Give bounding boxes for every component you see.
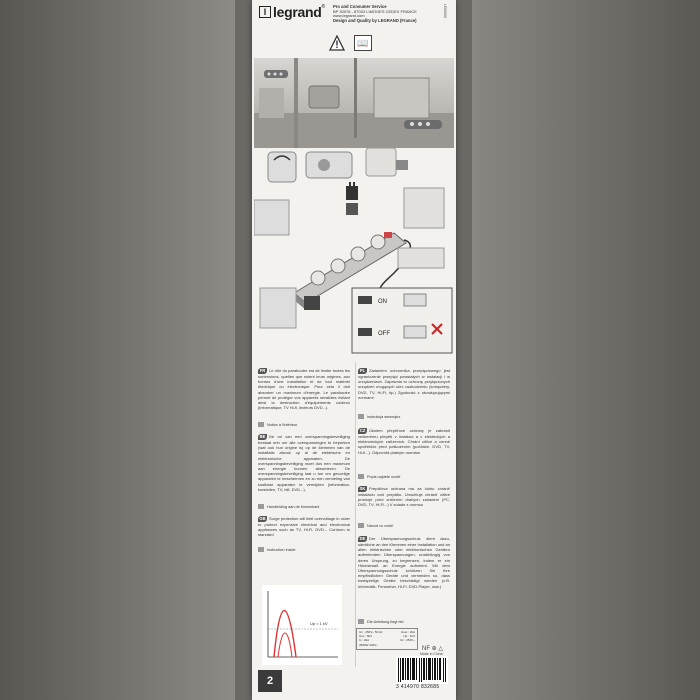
language-badge-fr: FR — [259, 368, 266, 373]
on-off-switch-icon — [346, 203, 358, 215]
text-be: De rol van een overspanningsbeveiliging bestaat erin om alle overspanningen te beperken (wat ook hun origine is) op de klemmen van de installatie alsook op al de elektrische en elektronische apparaten. De overspanningsbeveiliging moet dus een maximum aan energie kunnen absorberen. De overspanningsbeveiliging laat u toe om gevoelige apparaten te beschermen en zo een vernieling van kostbare apparaten te vermijden (informatica-toestellen, TV, hifi, DVD...). — [258, 434, 350, 492]
plug-icon — [346, 182, 358, 200]
service-website: www.legrand.com — [333, 13, 365, 18]
note-cz — [358, 474, 400, 479]
instruction-book-icon: 📖 — [354, 35, 372, 51]
spec-up: Up : 1kV — [403, 634, 415, 639]
switch-on-label: ON — [378, 299, 387, 305]
corner-outlet-illustration — [398, 188, 444, 268]
hand-illustration — [366, 148, 408, 176]
certification-marks: NF ⊕ △ — [422, 646, 443, 652]
text-pl: Zadaniem ochronnika przepięciowego jest ograniczenie przepięć powstałych w instalacji i w urządzeniach. Zapewnia to ochronę przyłączonych urządzeń mogących ulec uszkodzeniu (komputery, DVD, TV, Hi-Fi, itp.) Zgodność z obowiązującymi normami — [358, 368, 450, 400]
note-be-text: Handleiding aan de binnenkant — [267, 504, 320, 509]
note-sk-text: Návod vo vnútri — [367, 523, 394, 528]
note-cz-text: Popis najdete uvnitř — [367, 474, 401, 479]
rotate-plug-illustration — [268, 152, 352, 182]
language-badge-be: BE — [259, 434, 266, 439]
section-be — [258, 434, 350, 492]
barcode-digits: 3 414970 832685 — [396, 684, 440, 690]
note-fr-text: Notice à l'intérieur — [267, 422, 298, 427]
book-icon — [358, 414, 364, 419]
section-fr — [258, 368, 350, 410]
service-name: Pro and Consumer Service — [333, 4, 387, 9]
service-address: BP 30076 - 87002 LIMOGES CEDEX FRANCE — [333, 9, 417, 14]
design-quality-line: Design and Quality by LEGRAND (France) — [333, 18, 417, 23]
product-side-code: LE06888 — [443, 4, 447, 19]
book-icon — [258, 422, 264, 427]
note-pl-text: Instrukcja wewnątrz — [367, 414, 401, 419]
wall-mount-illustration — [254, 200, 320, 328]
note-gb-text: Instruction inside — [267, 547, 296, 552]
note-be — [258, 504, 319, 509]
spec-imax: Imax : 2kA — [400, 630, 415, 634]
graph-label: Up < 1 kV — [310, 621, 328, 626]
book-icon — [358, 523, 364, 528]
barcode — [396, 656, 448, 684]
text-gb: Surge protection will limit overvoltage in order to protect expensive electrical and electronical appliances such as TV, Hi-Fi, DVD... Conform to standard — [258, 516, 350, 538]
book-icon — [358, 619, 364, 624]
text-sk: Prepäťová ochrana má za úlohu chrániť inštaláciu voči prepätiu. Umožňuje chrániť citlivé prístroje pred zničením drahých zariadení (PC, DVD, TV, Hi-Fi...) V súlade s normou — [358, 486, 450, 508]
switch-panel-illustration — [352, 288, 452, 353]
text-de: Der Überspannungsschutz dient dazu, sämtliche an den Klemmen einer Installation und an allen elektrischen oder elektronischen Geräten auftretenden Überspannungen, unabhängig von deren Ursprung, zu begrenzen, indem er ein Höchstmaß an Energie aufnimmt. Mit dem Überspannungsschutz schützen Sie Ihre empfindlichen Geräte und vermeiden so, dass kostspielige Geräte beschädigt werden (z.B. Informatik, Fernseher, Hi-Fi, DVD-Player, usw.) — [358, 536, 450, 589]
legrand-logo-mark: l — [259, 6, 271, 18]
note-gb — [258, 547, 296, 552]
text-cz: Úkolem přepěťové ochrany je zabránit veškerému přepětí v instalaci a v elektrických a elektronických zařízeních. Chrání citlivé a cenné spotřebiče před poškozením (počítače, DVD, TV, Hi-fi...). Odpovídá platným normám — [358, 428, 450, 455]
registered-mark: ® — [321, 4, 326, 10]
brand-name: legrand — [273, 4, 322, 20]
language-badge-gb: GB — [259, 516, 266, 521]
language-badge-de: DE — [359, 536, 366, 541]
language-badge-sk: SK — [359, 486, 366, 491]
note-pl — [358, 414, 400, 419]
surge-protection-graph — [262, 585, 342, 665]
spec-un: Un : 250V~ 50 Hz — [359, 630, 383, 634]
warranty-badge: 2 — [258, 670, 282, 692]
spec-uc: Uc : 250V~ — [400, 638, 415, 643]
note-sk — [358, 523, 393, 528]
book-icon — [258, 547, 264, 552]
text-fr: Le rôle du parafoudre est de limiter toutes les surtensions, quelles que soient leurs origines, aux bornes d'une installation et de tout matériel électrique ou électronique. Pour cela il doit absorber un maximum d'énergie. Le parafoudre permet de protéger vos appareils sensibles évitant ainsi la destruction d'équipements coûteux (informatique, TV Hi-fi, lecteurs DVD...). — [258, 368, 350, 411]
note-de — [358, 619, 404, 624]
specifications-box — [356, 628, 418, 650]
language-badge-pl: PL — [359, 368, 366, 373]
spec-uoc: Uoc : 6kV — [359, 634, 373, 639]
section-pl — [358, 368, 450, 400]
column-separator — [355, 362, 356, 667]
section-sk — [358, 486, 450, 508]
book-icon — [258, 504, 264, 509]
usage-illustrations — [254, 148, 454, 358]
spec-power: 3500W 230V~ — [359, 642, 379, 647]
product-in-use-photo — [254, 58, 454, 148]
made-in-label: Made in China — [420, 652, 443, 656]
section-cz — [358, 428, 450, 455]
switch-off-label: OFF — [378, 331, 390, 337]
book-icon — [358, 474, 364, 479]
language-badge-cz: CZ — [359, 428, 366, 433]
note-fr — [258, 422, 297, 427]
section-de — [358, 536, 450, 589]
background-right — [472, 0, 700, 700]
background-left — [0, 0, 235, 700]
note-de-text: Die Anleitung liegt bei — [367, 619, 404, 624]
warning-icon — [329, 35, 345, 51]
legrand-logo — [259, 4, 325, 20]
section-gb — [258, 516, 350, 538]
spec-in: In : 2kA — [359, 638, 370, 643]
